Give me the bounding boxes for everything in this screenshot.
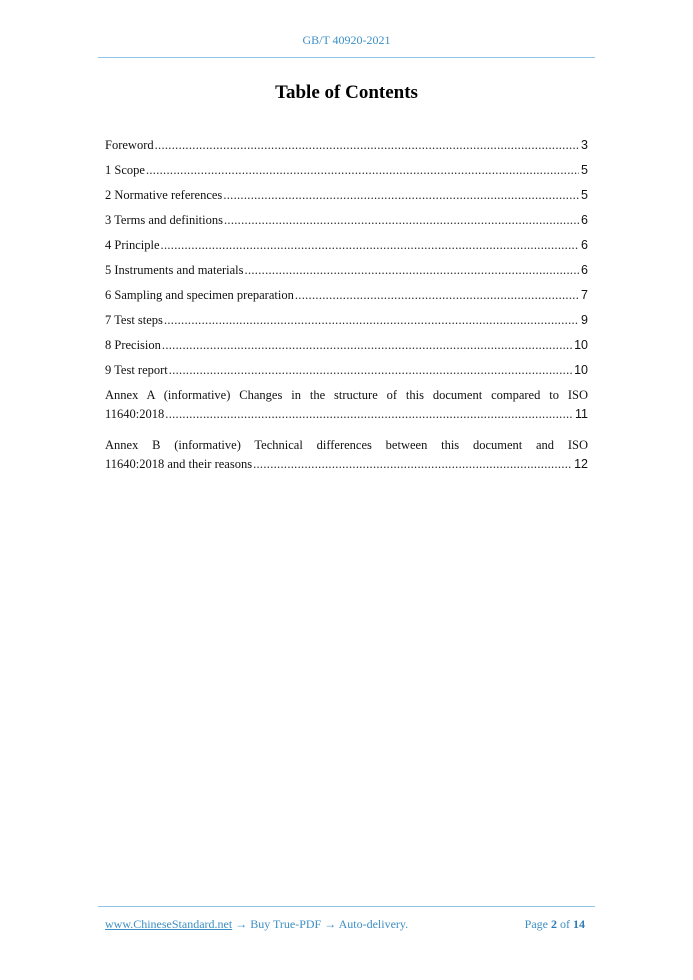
arrow-right-icon: →: [235, 917, 248, 931]
toc-entry-label: 8 Precision: [105, 338, 161, 352]
toc-entry-page: 5: [581, 188, 588, 202]
toc-dot-leader: [169, 361, 572, 380]
toc-dot-leader: [223, 186, 579, 205]
page-of-word: of: [560, 917, 570, 931]
arrow-right-icon: →: [324, 917, 337, 931]
toc-entry[interactable]: [105, 186, 588, 211]
toc-annex-page: 11: [575, 407, 588, 421]
toc-annex-entry[interactable]: [105, 386, 588, 436]
footer-divider: [98, 906, 595, 907]
toc-dot-leader: [162, 336, 572, 355]
toc-dot-leader: [245, 261, 580, 280]
toc-dot-leader: [295, 286, 579, 305]
toc-annex-label-line2: 11640:2018 and their reasons: [105, 457, 253, 471]
toc-entry[interactable]: [105, 161, 588, 186]
toc-entry[interactable]: [105, 136, 588, 161]
toc-annex-label-line1: Annex B (informative) Technical differences between this document and ISO: [105, 438, 588, 452]
toc-entry[interactable]: [105, 286, 588, 311]
toc-annex-entry[interactable]: [105, 436, 588, 486]
toc-annex-page: 12: [574, 457, 588, 471]
toc-entry[interactable]: [105, 236, 588, 261]
toc-entry[interactable]: [105, 261, 588, 286]
page-word: Page: [524, 917, 548, 931]
toc-entry-page: 7: [581, 288, 588, 302]
toc-entry-page: 10: [574, 338, 588, 352]
toc-entry[interactable]: [105, 361, 588, 386]
toc-annex-label-line2: 11640:2018: [105, 407, 165, 421]
toc-dot-leader: [161, 236, 580, 255]
toc-entry-label: 7 Test steps: [105, 313, 163, 327]
toc-entry-page: 9: [581, 313, 588, 327]
toc-entry-label: 1 Scope: [105, 163, 145, 177]
current-page-number: 2: [551, 917, 557, 931]
toc-dot-leader: [224, 211, 579, 230]
header-divider: [98, 57, 595, 58]
toc-entry-page: 6: [581, 213, 588, 227]
footer-buy-link[interactable]: Buy True-PDF: [250, 917, 322, 931]
toc-dot-leader: [164, 311, 579, 330]
toc-entry-page: 6: [581, 238, 588, 252]
toc-entry-label: 5 Instruments and materials: [105, 263, 244, 277]
toc-entry-page: 10: [574, 363, 588, 377]
toc-entry-label: 9 Test report: [105, 363, 168, 377]
toc-dot-leader: [165, 405, 573, 424]
page-indicator: [525, 917, 585, 932]
toc-entry[interactable]: [105, 336, 588, 361]
toc-entry[interactable]: [105, 311, 588, 336]
toc-entry[interactable]: [105, 211, 588, 236]
toc-entry-label: 4 Principle: [105, 238, 160, 252]
page-title: Table of Contents: [275, 82, 418, 103]
toc-entry-page: 3: [581, 138, 588, 152]
toc-entry-label: 2 Normative references: [105, 188, 223, 202]
toc-entry-page: 6: [581, 263, 588, 277]
toc-dot-leader: [146, 161, 579, 180]
toc-entry-label: Foreword: [105, 138, 154, 152]
toc-entry-label: 6 Sampling and specimen preparation: [105, 288, 294, 302]
header-standard-code: GB/T 40920-2021: [302, 33, 391, 47]
table-of-contents: [105, 136, 588, 486]
toc-dot-leader: [253, 455, 572, 474]
toc-entry-label: 3 Terms and definitions: [105, 213, 223, 227]
toc-annex-label-line1: Annex A (informative) Changes in the structure of this document compared to ISO: [105, 388, 588, 402]
footer-site-link[interactable]: www.ChineseStandard.net: [105, 917, 233, 931]
toc-entry-page: 5: [581, 163, 588, 177]
toc-dot-leader: [155, 136, 579, 155]
footer-delivery-text: Auto-delivery.: [338, 917, 409, 931]
footer-promo: [105, 917, 408, 932]
total-pages-number: 14: [573, 917, 585, 931]
